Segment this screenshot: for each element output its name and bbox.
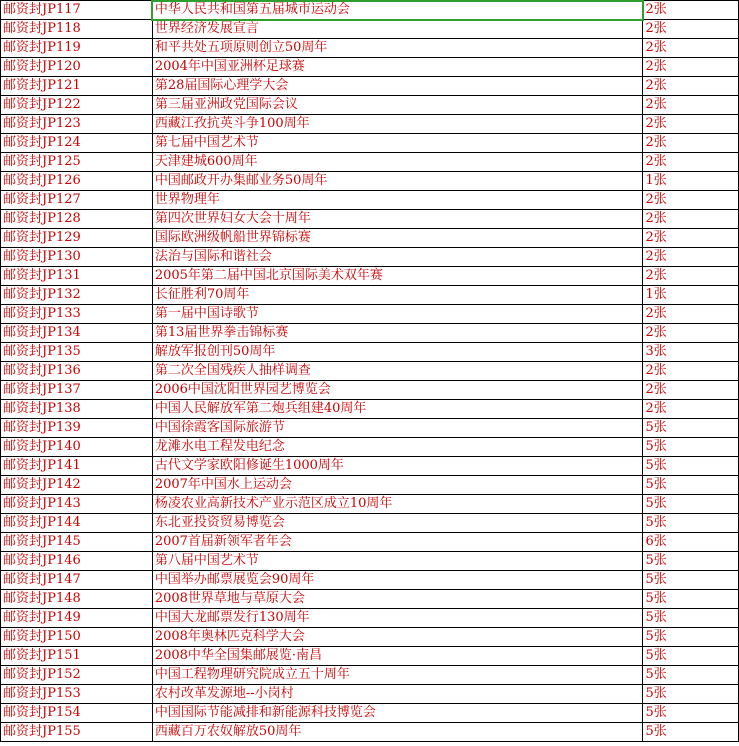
table-row: [1, 134, 739, 153]
cell-quantity[interactable]: 5张: [643, 704, 739, 723]
table-row: [1, 552, 739, 571]
cell-title[interactable]: 第四次世界妇女大会十周年: [152, 210, 643, 229]
cell-code[interactable]: 邮资封JP117: [1, 1, 153, 20]
table-row: [1, 191, 739, 210]
cell-quantity[interactable]: 2张: [643, 153, 739, 172]
table-row: [1, 1, 739, 20]
table-row: [1, 324, 739, 343]
cell-code[interactable]: 邮资封JP138: [1, 400, 153, 419]
cell-code[interactable]: 邮资封JP136: [1, 362, 153, 381]
cell-code[interactable]: 邮资封JP122: [1, 96, 153, 115]
cell-quantity[interactable]: 5张: [643, 723, 739, 742]
table-row: [1, 343, 739, 362]
cell-code[interactable]: 邮资封JP137: [1, 381, 153, 400]
cell-quantity[interactable]: 5张: [643, 457, 739, 476]
cell-title[interactable]: 西藏江孜抗英斗争100周年: [152, 115, 643, 134]
cell-quantity[interactable]: 5张: [643, 685, 739, 704]
cell-quantity[interactable]: 1张: [643, 172, 739, 191]
cell-quantity[interactable]: 2张: [643, 305, 739, 324]
cell-code[interactable]: 邮资封JP132: [1, 286, 153, 305]
table-row: [1, 39, 739, 58]
table-row: [1, 96, 739, 115]
cell-title[interactable]: 龙滩水电工程发电纪念: [152, 438, 643, 457]
cell-title[interactable]: 东北亚投资贸易博览会: [152, 514, 643, 533]
cell-code[interactable]: 邮资封JP124: [1, 134, 153, 153]
cell-title[interactable]: 第七届中国艺术节: [152, 134, 643, 153]
cell-quantity[interactable]: 2张: [643, 115, 739, 134]
table-row: [1, 685, 739, 704]
cell-title[interactable]: 解放军报创刊50周年: [152, 343, 643, 362]
cell-code[interactable]: 邮资封JP118: [1, 20, 153, 39]
cell-title[interactable]: 中华人民共和国第五届城市运动会: [152, 1, 643, 20]
cell-title[interactable]: 天津建城600周年: [152, 153, 643, 172]
cell-quantity[interactable]: 6张: [643, 533, 739, 552]
cell-quantity[interactable]: 2张: [643, 324, 739, 343]
cell-quantity[interactable]: 2张: [643, 381, 739, 400]
cell-title[interactable]: 法治与国际和谐社会: [152, 248, 643, 267]
cell-quantity[interactable]: 5张: [643, 476, 739, 495]
table-row: [1, 514, 739, 533]
cell-title[interactable]: 西藏百万农奴解放50周年: [152, 723, 643, 742]
cell-code[interactable]: 邮资封JP125: [1, 153, 153, 172]
cell-title[interactable]: 2004年中国亚洲杯足球赛: [152, 58, 643, 77]
cell-code[interactable]: 邮资封JP144: [1, 514, 153, 533]
cell-code[interactable]: 邮资封JP143: [1, 495, 153, 514]
table-row: [1, 476, 739, 495]
cell-title[interactable]: 第28届国际心理学大会: [152, 77, 643, 96]
cell-quantity[interactable]: 2张: [643, 362, 739, 381]
cell-quantity[interactable]: 2张: [643, 134, 739, 153]
table-row: [1, 286, 739, 305]
cell-code[interactable]: 邮资封JP128: [1, 210, 153, 229]
cell-title[interactable]: 世界经济发展宣言: [152, 20, 643, 39]
table-row: [1, 210, 739, 229]
table-row: [1, 381, 739, 400]
table-row: [1, 58, 739, 77]
table-row: [1, 457, 739, 476]
cell-title[interactable]: 2007年中国水上运动会: [152, 476, 643, 495]
table-row: [1, 419, 739, 438]
table-row: [1, 609, 739, 628]
cell-quantity[interactable]: 3张: [643, 343, 739, 362]
cell-code[interactable]: 邮资封JP142: [1, 476, 153, 495]
cell-title[interactable]: 第八届中国艺术节: [152, 552, 643, 571]
table-row: [1, 495, 739, 514]
cell-title[interactable]: 2008年奥林匹克科学大会: [152, 628, 643, 647]
cell-quantity[interactable]: 5张: [643, 419, 739, 438]
table-row: [1, 438, 739, 457]
table-row: [1, 248, 739, 267]
cell-code[interactable]: 邮资封JP133: [1, 305, 153, 324]
cell-quantity[interactable]: 5张: [643, 495, 739, 514]
cell-quantity[interactable]: 2张: [643, 210, 739, 229]
cell-code[interactable]: 邮资封JP131: [1, 267, 153, 286]
cell-quantity[interactable]: 2张: [643, 191, 739, 210]
cell-code[interactable]: 邮资封JP130: [1, 248, 153, 267]
cell-code[interactable]: 邮资封JP155: [1, 723, 153, 742]
cell-title[interactable]: 第一届中国诗歌节: [152, 305, 643, 324]
cell-quantity[interactable]: 5张: [643, 609, 739, 628]
cell-code[interactable]: 邮资封JP152: [1, 666, 153, 685]
cell-quantity[interactable]: 5张: [643, 514, 739, 533]
cell-quantity[interactable]: 5张: [643, 628, 739, 647]
cell-title[interactable]: 第13届世界拳击锦标赛: [152, 324, 643, 343]
cell-code[interactable]: 邮资封JP123: [1, 115, 153, 134]
cell-quantity[interactable]: 5张: [643, 590, 739, 609]
cell-code[interactable]: 邮资封JP139: [1, 419, 153, 438]
cell-title[interactable]: 世界物理年: [152, 191, 643, 210]
table-row: [1, 77, 739, 96]
cell-code[interactable]: 邮资封JP126: [1, 172, 153, 191]
cell-title[interactable]: 中国大龙邮票发行130周年: [152, 609, 643, 628]
cell-code[interactable]: 邮资封JP129: [1, 229, 153, 248]
table-row: [1, 20, 739, 39]
cell-quantity[interactable]: 2张: [643, 39, 739, 58]
cell-quantity[interactable]: 2张: [643, 1, 739, 20]
cell-title[interactable]: 中国徐霞客国际旅游节: [152, 419, 643, 438]
table-row: [1, 267, 739, 286]
cell-title[interactable]: 中国国际节能减排和新能源科技博览会: [152, 704, 643, 723]
cell-title[interactable]: 第二次全国残疾人抽样调查: [152, 362, 643, 381]
cell-quantity[interactable]: 5张: [643, 571, 739, 590]
cell-code[interactable]: 邮资封JP140: [1, 438, 153, 457]
cell-quantity[interactable]: 2张: [643, 248, 739, 267]
cell-quantity[interactable]: 2张: [643, 267, 739, 286]
table-row: [1, 533, 739, 552]
table-row: [1, 571, 739, 590]
cell-title[interactable]: 2008世界草地与草原大会: [152, 590, 643, 609]
cell-quantity[interactable]: 2张: [643, 400, 739, 419]
cell-code[interactable]: 邮资封JP149: [1, 609, 153, 628]
table-row: [1, 400, 739, 419]
table-row: [1, 115, 739, 134]
table-row: [1, 723, 739, 742]
cell-title[interactable]: 和平共处五项原则创立50周年: [152, 39, 643, 58]
cell-title[interactable]: 2008中华全国集邮展览·南昌: [152, 647, 643, 666]
cell-quantity[interactable]: 1张: [643, 286, 739, 305]
table-row: [1, 305, 739, 324]
cell-title[interactable]: 古代文学家欧阳修诞生1000周年: [152, 457, 643, 476]
cell-code[interactable]: 邮资封JP154: [1, 704, 153, 723]
cell-quantity[interactable]: 2张: [643, 229, 739, 248]
table-body: [1, 1, 739, 742]
cell-title[interactable]: 农村改革发源地--小岗村: [152, 685, 643, 704]
table-row: [1, 229, 739, 248]
cell-code[interactable]: 邮资封JP127: [1, 191, 153, 210]
cell-code[interactable]: 邮资封JP121: [1, 77, 153, 96]
cell-code[interactable]: 邮资封JP146: [1, 552, 153, 571]
cell-title[interactable]: 中国人民解放军第二炮兵组建40周年: [152, 400, 643, 419]
table-row: [1, 647, 739, 666]
cell-title[interactable]: 中国举办邮票展览会90周年: [152, 571, 643, 590]
cell-code[interactable]: 邮资封JP134: [1, 324, 153, 343]
cell-code[interactable]: 邮资封JP119: [1, 39, 153, 58]
cell-title[interactable]: 2006中国沈阳世界园艺博览会: [152, 381, 643, 400]
cell-title[interactable]: 中国邮政开办集邮业务50周年: [152, 172, 643, 191]
table-row: [1, 362, 739, 381]
cell-code[interactable]: 邮资封JP135: [1, 343, 153, 362]
cell-title[interactable]: 中国工程物理研究院成立五十周年: [152, 666, 643, 685]
cell-quantity[interactable]: 2张: [643, 58, 739, 77]
cell-quantity[interactable]: 2张: [643, 77, 739, 96]
table-row: [1, 172, 739, 191]
cell-title[interactable]: 2007首届新领军者年会: [152, 533, 643, 552]
table-row: [1, 628, 739, 647]
cell-code[interactable]: 邮资封JP147: [1, 571, 153, 590]
cell-quantity[interactable]: 2张: [643, 20, 739, 39]
cell-title[interactable]: 长征胜利70周年: [152, 286, 643, 305]
cell-code[interactable]: 邮资封JP145: [1, 533, 153, 552]
cell-code[interactable]: 邮资封JP148: [1, 590, 153, 609]
cell-code[interactable]: 邮资封JP151: [1, 647, 153, 666]
cell-title[interactable]: 2005年第二届中国北京国际美术双年赛: [152, 267, 643, 286]
cell-quantity[interactable]: 5张: [643, 552, 739, 571]
cell-quantity[interactable]: 5张: [643, 666, 739, 685]
table-row: [1, 704, 739, 723]
table-row: [1, 590, 739, 609]
table-row: [1, 153, 739, 172]
cell-code[interactable]: 邮资封JP150: [1, 628, 153, 647]
cell-code[interactable]: 邮资封JP120: [1, 58, 153, 77]
cell-title[interactable]: 第三届亚洲政党国际会议: [152, 96, 643, 115]
cell-code[interactable]: 邮资封JP141: [1, 457, 153, 476]
cell-quantity[interactable]: 2张: [643, 96, 739, 115]
table-row: [1, 666, 739, 685]
cell-title[interactable]: 国际欧洲级帆船世界锦标赛: [152, 229, 643, 248]
cell-code[interactable]: 邮资封JP153: [1, 685, 153, 704]
cell-quantity[interactable]: 5张: [643, 647, 739, 666]
cell-quantity[interactable]: 5张: [643, 438, 739, 457]
cell-title[interactable]: 杨凌农业高新技术产业示范区成立10周年: [152, 495, 643, 514]
